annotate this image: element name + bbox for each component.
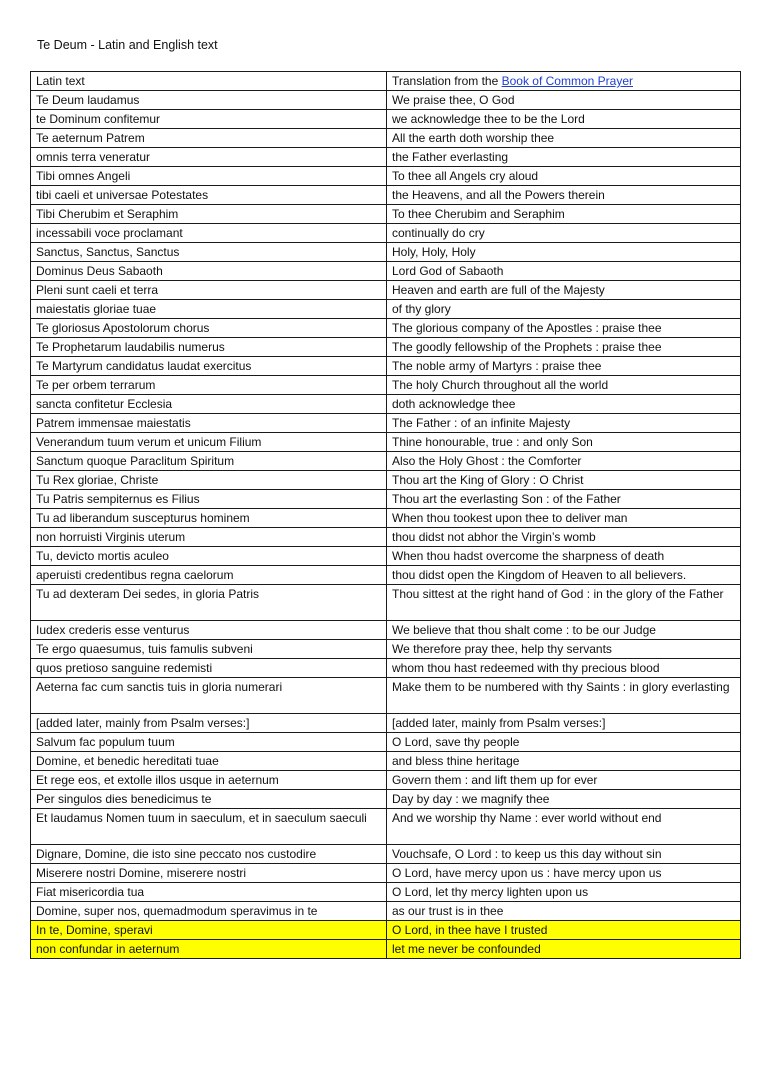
latin-cell: tibi caeli et universae Potestates [31,186,387,205]
latin-cell: maiestatis gloriae tuae [31,300,387,319]
latin-cell: [added later, mainly from Psalm verses:] [31,714,387,733]
table-row [31,186,741,205]
english-cell: whom thou hast redeemed with thy precious blood [387,659,741,678]
latin-cell: Fiat misericordia tua [31,883,387,902]
table-row [31,771,741,790]
table-row [31,357,741,376]
header-latin-cell: Latin text [31,72,387,91]
table-row [31,566,741,585]
latin-cell: incessabili voce proclamant [31,224,387,243]
english-cell: Govern them : and lift them up for ever [387,771,741,790]
latin-cell: Dignare, Domine, die isto sine peccato nos custodire [31,845,387,864]
english-cell: Thou art the King of Glory : O Christ [387,471,741,490]
english-cell: Thou art the everlasting Son : of the Father [387,490,741,509]
table-row [31,902,741,921]
english-cell: O Lord, let thy mercy lighten upon us [387,883,741,902]
table-row [31,262,741,281]
latin-cell: Te Prophetarum laudabilis numerus [31,338,387,357]
table-row [31,733,741,752]
table-row [31,395,741,414]
latin-cell: Et rege eos, et extolle illos usque in aeternum [31,771,387,790]
table-row [31,883,741,902]
table-row [31,640,741,659]
table-row [31,452,741,471]
latin-cell: Tu Patris sempiternus es Filius [31,490,387,509]
table-row [31,940,741,959]
latin-cell: Sanctus, Sanctus, Sanctus [31,243,387,262]
table-row [31,414,741,433]
latin-cell: Aeterna fac cum sanctis tuis in gloria numerari [31,678,387,714]
english-cell: O Lord, save thy people [387,733,741,752]
latin-cell: Tu, devicto mortis aculeo [31,547,387,566]
english-cell: The goodly fellowship of the Prophets : praise thee [387,338,741,357]
book-of-common-prayer-link[interactable]: Book of Common Prayer [501,74,633,88]
english-cell: When thou tookest upon thee to deliver man [387,509,741,528]
latin-cell: Miserere nostri Domine, miserere nostri [31,864,387,883]
table-row [31,167,741,186]
latin-cell: quos pretioso sanguine redemisti [31,659,387,678]
table-row [31,91,741,110]
table-row [31,659,741,678]
english-cell: thou didst open the Kingdom of Heaven to all believers. [387,566,741,585]
latin-cell: Pleni sunt caeli et terra [31,281,387,300]
latin-cell: non confundar in aeternum [31,940,387,959]
table-row [31,809,741,845]
latin-cell: Salvum fac populum tuum [31,733,387,752]
table-row [31,490,741,509]
english-cell: When thou hadst overcome the sharpness of death [387,547,741,566]
table-row [31,845,741,864]
latin-cell: Te per orbem terrarum [31,376,387,395]
english-cell: let me never be confounded [387,940,741,959]
table-row [31,129,741,148]
translation-table-body [31,72,741,959]
header-english-prefix: Translation from the [392,74,502,88]
table-row [31,243,741,262]
latin-cell: Patrem immensae maiestatis [31,414,387,433]
table-row [31,678,741,714]
english-cell: the Heavens, and all the Powers therein [387,186,741,205]
latin-cell: Tu Rex gloriae, Christe [31,471,387,490]
english-cell: Also the Holy Ghost : the Comforter [387,452,741,471]
english-cell: O Lord, in thee have I trusted [387,921,741,940]
header-english-cell [387,72,741,91]
english-cell: To thee all Angels cry aloud [387,167,741,186]
english-cell: we acknowledge thee to be the Lord [387,110,741,129]
english-cell: and bless thine heritage [387,752,741,771]
latin-cell: Te Deum laudamus [31,91,387,110]
table-row [31,110,741,129]
latin-cell: Te Martyrum candidatus laudat exercitus [31,357,387,376]
latin-cell: Dominus Deus Sabaoth [31,262,387,281]
latin-cell: omnis terra veneratur [31,148,387,167]
english-cell: We therefore pray thee, help thy servants [387,640,741,659]
table-row [31,205,741,224]
translation-table [30,71,741,959]
latin-cell: Sanctum quoque Paraclitum Spiritum [31,452,387,471]
english-cell: Thou sittest at the right hand of God : in the glory of the Father [387,585,741,621]
table-row [31,148,741,167]
table-row [31,621,741,640]
latin-cell: Venerandum tuum verum et unicum Filium [31,433,387,452]
english-cell: To thee Cherubim and Seraphim [387,205,741,224]
english-cell: continually do cry [387,224,741,243]
table-row [31,752,741,771]
english-cell: We believe that thou shalt come : to be our Judge [387,621,741,640]
english-cell: O Lord, have mercy upon us : have mercy upon us [387,864,741,883]
latin-cell: Et laudamus Nomen tuum in saeculum, et in saeculum saeculi [31,809,387,845]
document-title: Te Deum - Latin and English text [37,38,218,52]
table-header-row [31,72,741,91]
latin-cell: Tu ad liberandum suscepturus hominem [31,509,387,528]
english-cell: The noble army of Martyrs : praise thee [387,357,741,376]
latin-cell: In te, Domine, speravi [31,921,387,940]
english-cell: All the earth doth worship thee [387,129,741,148]
english-cell: Heaven and earth are full of the Majesty [387,281,741,300]
latin-cell: Iudex crederis esse venturus [31,621,387,640]
table-row [31,338,741,357]
latin-cell: Tu ad dexteram Dei sedes, in gloria Patris [31,585,387,621]
table-row [31,714,741,733]
table-row [31,376,741,395]
table-row [31,509,741,528]
latin-cell: Te aeternum Patrem [31,129,387,148]
table-row [31,790,741,809]
english-cell: And we worship thy Name : ever world without end [387,809,741,845]
latin-cell: non horruisti Virginis uterum [31,528,387,547]
table-row [31,300,741,319]
english-cell: the Father everlasting [387,148,741,167]
latin-cell: Te ergo quaesumus, tuis famulis subveni [31,640,387,659]
latin-cell: Domine, super nos, quemadmodum speravimus in te [31,902,387,921]
english-cell: Lord God of Sabaoth [387,262,741,281]
english-cell: The Father : of an infinite Majesty [387,414,741,433]
latin-cell: Tibi omnes Angeli [31,167,387,186]
table-row [31,585,741,621]
table-row [31,471,741,490]
english-cell: doth acknowledge thee [387,395,741,414]
english-cell: The holy Church throughout all the world [387,376,741,395]
english-cell: We praise thee, O God [387,91,741,110]
english-cell: Make them to be numbered with thy Saints : in glory everlasting [387,678,741,714]
latin-cell: sancta confitetur Ecclesia [31,395,387,414]
english-cell: Holy, Holy, Holy [387,243,741,262]
latin-cell: aperuisti credentibus regna caelorum [31,566,387,585]
table-row [31,547,741,566]
english-cell: of thy glory [387,300,741,319]
latin-cell: te Dominum confitemur [31,110,387,129]
latin-cell: Domine, et benedic hereditati tuae [31,752,387,771]
english-cell: Vouchsafe, O Lord : to keep us this day without sin [387,845,741,864]
english-cell: The glorious company of the Apostles : praise thee [387,319,741,338]
english-cell: thou didst not abhor the Virgin’s womb [387,528,741,547]
english-cell: [added later, mainly from Psalm verses:] [387,714,741,733]
table-row [31,921,741,940]
latin-cell: Tibi Cherubim et Seraphim [31,205,387,224]
english-cell: as our trust is in thee [387,902,741,921]
english-cell: Thine honourable, true : and only Son [387,433,741,452]
table-row [31,224,741,243]
table-row [31,433,741,452]
table-row [31,528,741,547]
table-row [31,319,741,338]
table-row [31,864,741,883]
latin-cell: Per singulos dies benedicimus te [31,790,387,809]
table-row [31,281,741,300]
latin-cell: Te gloriosus Apostolorum chorus [31,319,387,338]
english-cell: Day by day : we magnify thee [387,790,741,809]
